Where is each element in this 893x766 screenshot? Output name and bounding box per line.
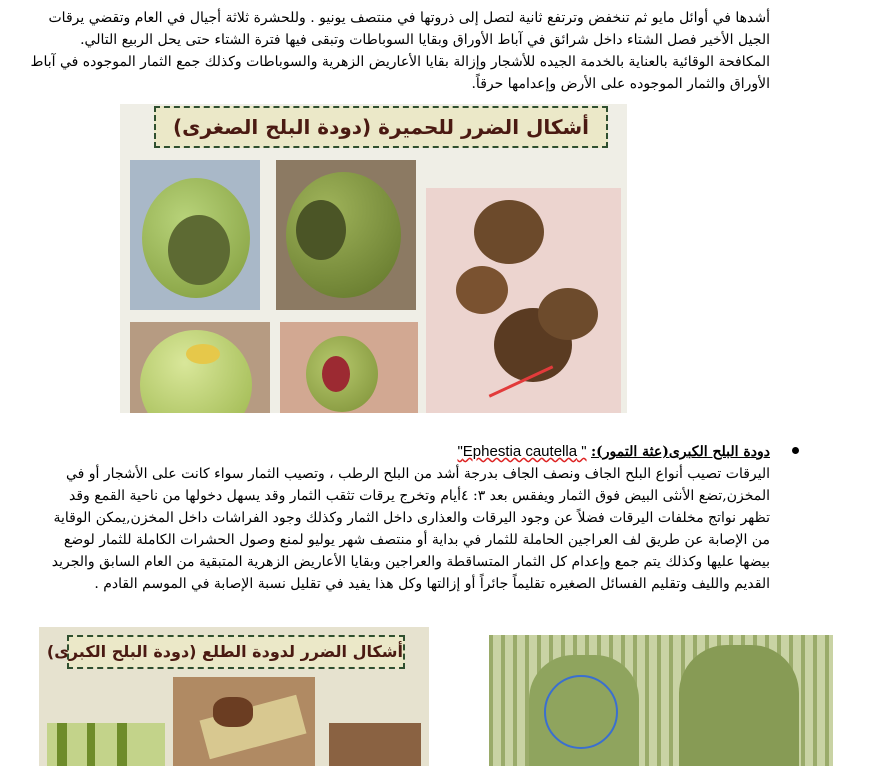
text-line: الجيل الأخير فصل الشتاء داخل شرائق في آباط الأوراق وبقايا السوباطات وتبقى فيها فترة الشتاء حتى يحل الربيع التالي. xyxy=(80,32,770,48)
damaged-fruit-photo xyxy=(130,322,270,413)
text-line: المخزن,تضع الأنثى البيض فوق الثمار ويفقس بعد ٣: ٤أيام وتخرج يرقات تثقب الثمار وقد يسهل دخولها من ناحية القمع وقد xyxy=(69,488,770,504)
heading-arabic: دودة البلح الكبرى(عثة التمور): xyxy=(591,444,770,460)
damage-figure-lesser-date-moth xyxy=(120,104,627,413)
spathe-damage-photo xyxy=(329,723,421,766)
section-paragraph xyxy=(38,463,770,595)
figure-banner: أشكال الضرر لدودة الطلع (دودة البلح الكبرى) xyxy=(67,635,405,669)
heading-scientific-name: " Ephestia cautella" xyxy=(457,443,587,460)
text-line: تظهر نواتج مخلفات اليرقات فضلاً عن وجود اليرقات والعذارى داخل الثمار وكذلك وجود الفراشات داخل المخزن,يمكن الوقاية xyxy=(53,510,770,526)
text-line: أشدها في أوائل مايو ثم تنخفض وترتفع ثانية لتصل إلى ذروتها في منتصف يونيو . وللحشرة ثلاثة أجيال في العام وتقضي يرقات xyxy=(48,10,770,26)
date-inflorescence-photo xyxy=(489,635,833,766)
text-line: الأوراق والثمار الموجوده على الأرض وإعدامها حرقاً. xyxy=(471,76,770,92)
text-line: اليرقات تصيب أنواع البلح الجاف ونصف الجاف بدرجة أشد من البلح الرطب ، وتصيب الثمار سواء كانت على الأشجار أو في xyxy=(65,466,770,482)
bullet-point xyxy=(792,447,799,454)
damaged-fruit-photo xyxy=(130,160,260,310)
damaged-fruit-photo xyxy=(276,160,416,310)
top-paragraph xyxy=(18,7,770,95)
text-line: من الإصابة عن طريق لف العراجين الحاملة للثمار في بداية أو منتصف شهر يوليو لمنع وصول الحشرات الكاملة للثمار لوضع xyxy=(63,532,770,548)
text-line: بيضها عليها وكذلك يتم جمع وإعدام كل الثمار المتساقطة والعراجين وبقايا الأعاريض الزهرية المتبقية من العام السابق والجريد xyxy=(51,554,770,570)
damage-figure-greater-date-moth xyxy=(39,627,429,766)
text-line: القديم والليف وتقليم الفسائل الصغيره تقليماً جائراً أو إزالتها وكل هذا يفيد في تقليل نسبة الإصابة في الموسم القادم . xyxy=(94,576,770,592)
figure-banner: أشكال الضرر للحميرة (دودة البلح الصغرى) xyxy=(154,106,608,148)
spathe-damage-photo xyxy=(47,723,165,766)
damaged-fruit-photo xyxy=(280,322,418,413)
section-heading xyxy=(457,441,770,463)
text-line: المكافحة الوقائية بالعناية بالخدمة الجيده للأشجار وإزالة بقايا الأعاريض الزهرية والسوباطات وكذلك جمع الثمار الموجوده في آباط xyxy=(30,54,770,70)
spathe-damage-photo xyxy=(173,677,315,766)
damaged-fruit-photo xyxy=(426,188,621,413)
